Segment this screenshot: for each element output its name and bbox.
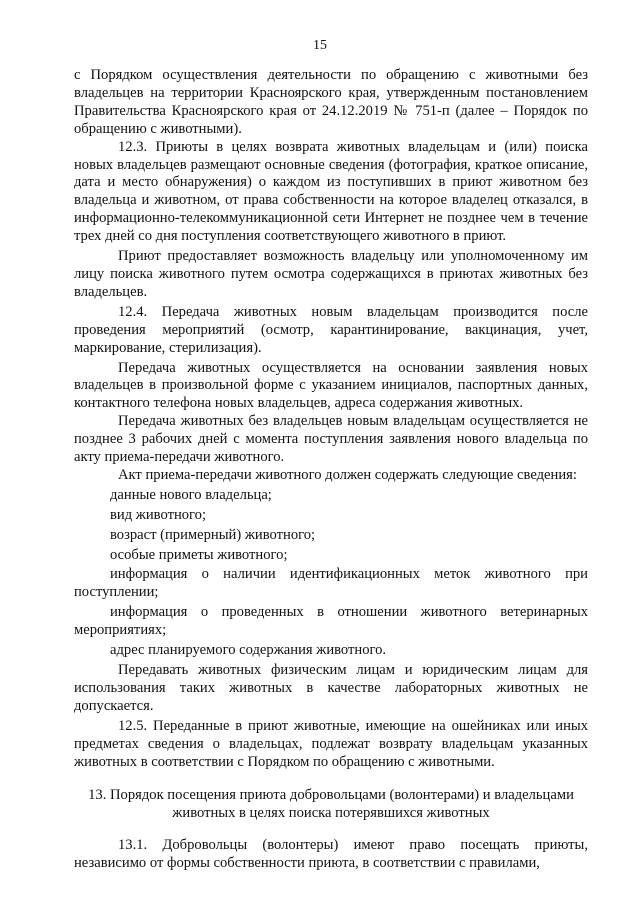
paragraph: Акт приема-передачи животного должен содержать следующие сведения: xyxy=(118,466,577,483)
list-item: особые приметы животного; xyxy=(110,546,288,563)
paragraph: Приют предоставляет возможность владельцу или уполномоченному им лицу поиска животного путем осмотра содержащихся в приютах животных без владельцев. xyxy=(74,248,588,300)
paragraph-12-3: 12.3. Приюты в целях возврата животных владельцам и (или) поиска новых владельцев размещают основные сведения (фотография, краткое описание, дата и место обнаружения) о каждом из поступивших в приют животном без владельца и животном, от права собственности на которое владелец отказался, в информационно-телекоммуникационной сети Интернет не позднее чем в течение трех дней со дня поступления соответствующего животного в приют. xyxy=(74,138,588,245)
list-item: данные нового владельца; xyxy=(110,486,272,503)
paragraph-12-5: 12.5. Переданные в приют животные, имеющие на ошейниках или иных предметах сведения о владельцах, подлежат возврату владельцам указанных животных в соответствии с Порядком по обращению с животными. xyxy=(74,717,588,770)
paragraph: Передавать животных физическим лицам и юридическим лицам для использования таких животных в качестве лабораторных животных не допускается. xyxy=(74,662,588,714)
list-item: вид животного; xyxy=(110,506,207,523)
paragraph: с Порядком осуществления деятельности по обращению с животными без владельцев на территории Красноярского края, утвержденным постановлением Правительства Красноярского края от 24.12.2019 № 751-п (далее – Порядок по обращению с животными). xyxy=(74,67,588,137)
section-heading: 13. Порядок посещения приюта добровольцами (волонтерами) и владельцами животных в целях поиска потерявшихся животных xyxy=(88,787,574,822)
list-item: информация о наличии идентификационных меток животного при поступлении; xyxy=(74,566,588,601)
list-item: адрес планируемого содержания животного. xyxy=(110,642,387,659)
paragraph: Передача животных без владельцев новым владельцам осуществляется не позднее 3 рабочих дней с момента поступления заявления нового владельца по акту приема-передачи животного. xyxy=(74,413,588,466)
page-number: 15 xyxy=(313,38,327,53)
list-item: информация о проведенных в отношении животного ветеринарных мероприятиях; xyxy=(74,604,588,639)
paragraph-13-1: 13.1. Добровольцы (волонтеры) имеют право посещать приюты, независимо от формы собственности приюта, в соответствии с правилами, xyxy=(74,837,588,872)
list-item: возраст (примерный) животного; xyxy=(110,526,316,543)
paragraph: Передача животных осуществляется на основании заявления новых владельцев в произвольной форме с указанием инициалов, паспортных данных, контактного телефона новых владельцев, адреса содержания животных. xyxy=(74,359,588,412)
paragraph-12-4: 12.4. Передача животных новым владельцам производится после проведения мероприятий (осмотр, карантинирование, вакцинация, учет, маркирование, стерилизация). xyxy=(74,303,588,356)
document-body xyxy=(74,67,588,873)
